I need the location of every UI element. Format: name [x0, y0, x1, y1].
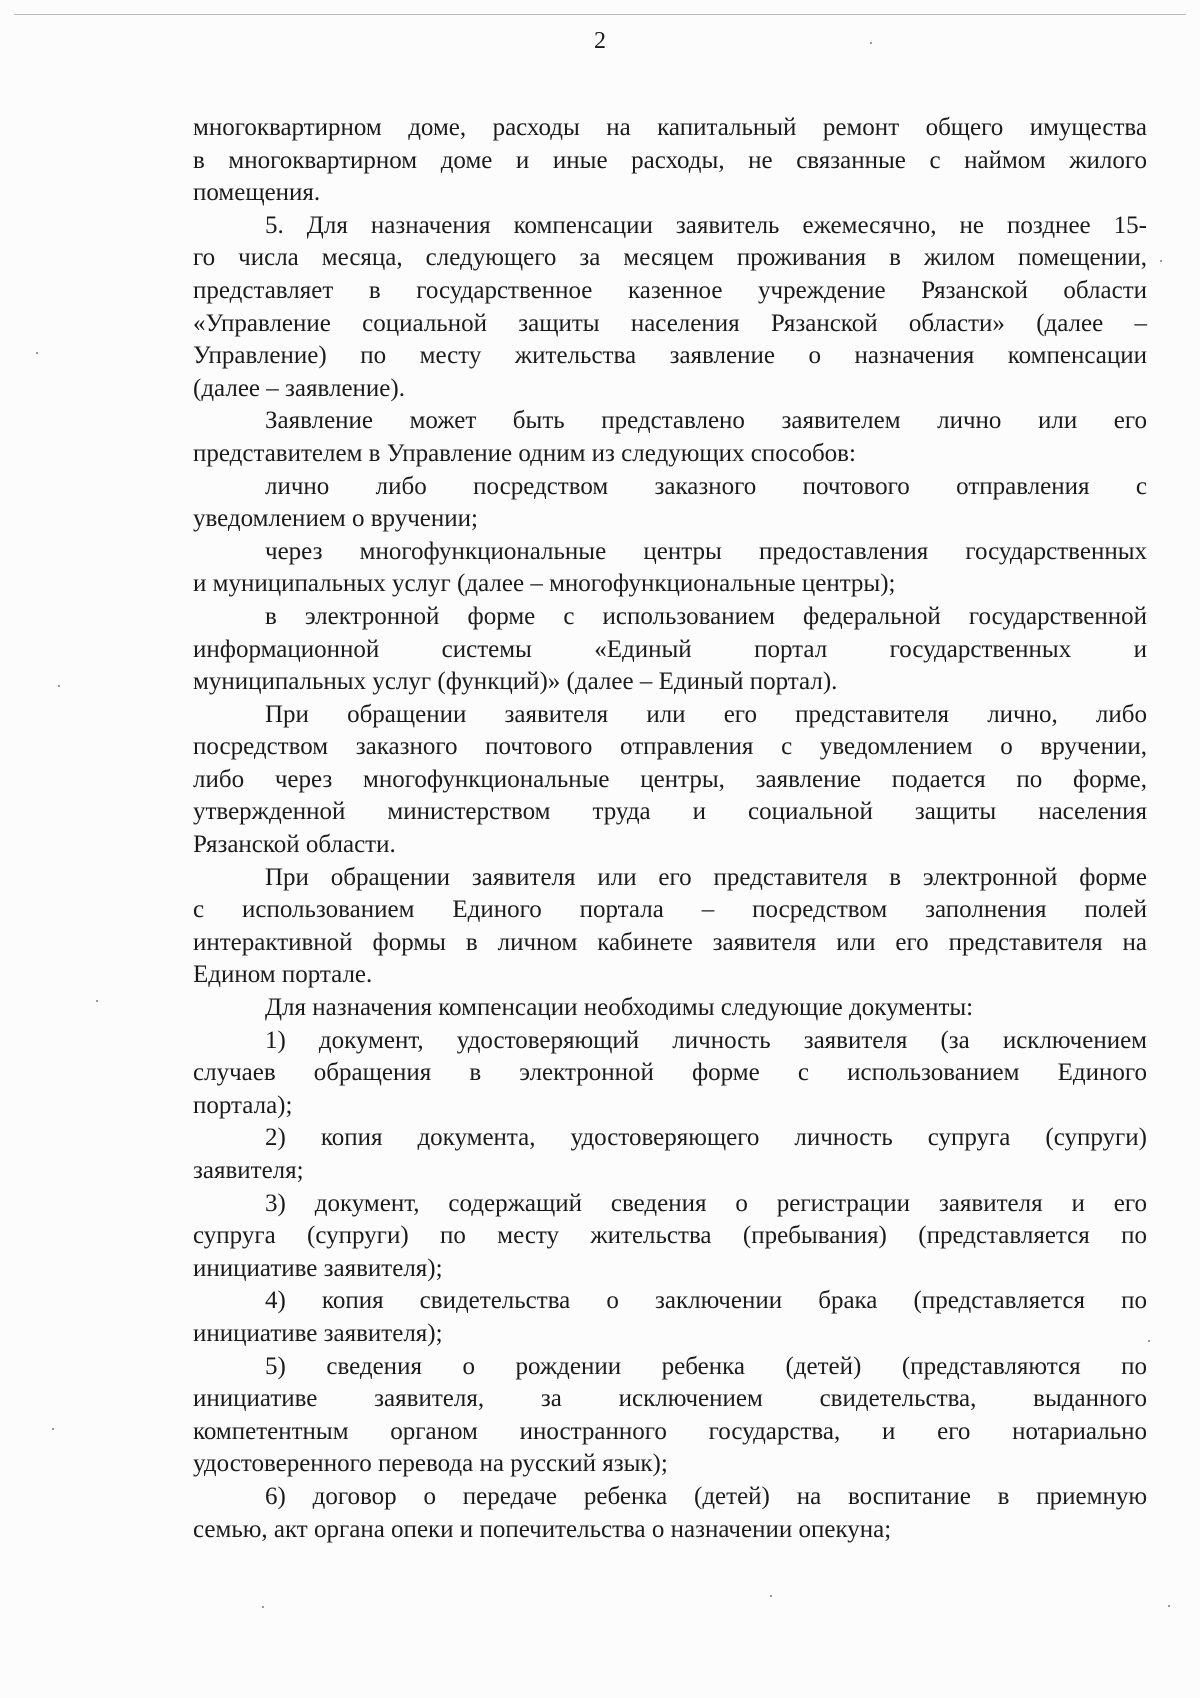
text-line: супруга (супруги) по месту жительства (пребывания) (представляется по — [193, 1222, 1147, 1250]
text-line: многоквартирном доме, расходы на капитальный ремонт общего имущества — [193, 114, 1147, 141]
text-line: лично либо посредством заказного почтового отправления с — [265, 472, 1147, 500]
scan-speck — [36, 352, 38, 354]
text-line: в многоквартирном доме и иные расходы, не связанные с наймом жилого — [193, 146, 1147, 174]
text-line: в электронной форме с использованием федеральной государственной — [265, 602, 1147, 630]
text-line: «Управление социальной защиты населения Рязанской области» (далее – — [193, 309, 1147, 337]
scan-speck — [52, 1428, 54, 1430]
scan-speck — [1160, 260, 1162, 262]
text-line: утвержденной министерством труда и социальной защиты населения — [193, 798, 1147, 826]
scan-speck — [870, 42, 872, 44]
text-line: либо через многофункциональные центры, заявление подается по форме, — [193, 765, 1147, 793]
text-line: информационной системы «Единый портал государственных и — [193, 635, 1147, 663]
text-line: муниципальных услуг (функций)» (далее – Единый портал). — [193, 668, 838, 696]
text-line: 3) документ, содержащий сведения о регистрации заявителя и его — [265, 1189, 1147, 1217]
text-line: Управление) по месту жительства заявление о назначения компенсации — [193, 342, 1147, 370]
text-line: Для назначения компенсации необходимы следующие документы: — [265, 994, 974, 1022]
text-line: через многофункциональные центры предоставления государственных — [265, 537, 1147, 565]
text-line: Едином портале. — [193, 961, 373, 989]
text-line: 4) копия свидетельства о заключении брака (представляется по — [265, 1287, 1147, 1315]
text-line: уведомлением о вручении; — [193, 505, 478, 533]
scan-speck — [58, 685, 60, 687]
text-line: и муниципальных услуг (далее – многофункциональные центры); — [193, 570, 896, 598]
text-line: 5. Для назначения компенсации заявитель ежемесячно, не позднее 15- — [265, 211, 1147, 239]
text-line: представителем в Управление одним из следующих способов: — [193, 439, 856, 467]
text-line: представляет в государственное казенное учреждение Рязанской области — [193, 276, 1147, 304]
text-line: удостоверенного перевода на русский язык); — [193, 1450, 668, 1478]
text-line: интерактивной формы в личном кабинете заявителя или его представителя на — [193, 928, 1147, 956]
text-line: заявителя; — [193, 1157, 304, 1184]
text-line: инициативе заявителя); — [193, 1254, 443, 1282]
text-line: 6) договор о передаче ребенка (детей) на воспитание в приемную — [265, 1482, 1147, 1510]
text-line: помещения. — [193, 179, 321, 207]
text-line: 2) копия документа, удостоверяющего личность супруга (супруги) — [265, 1124, 1147, 1152]
text-line: с использованием Единого портала – посредством заполнения полей — [193, 896, 1147, 924]
text-line: При обращении заявителя или его представителя лично, либо — [265, 700, 1147, 728]
scan-speck — [1168, 1605, 1170, 1607]
text-line: Заявление может быть представлено заявителем лично или его — [265, 407, 1147, 435]
scan-speck — [770, 1595, 772, 1597]
scan-top-border — [14, 14, 1186, 15]
text-line: (далее – заявление). — [193, 374, 405, 402]
scan-speck — [96, 1000, 98, 1002]
page-number: 2 — [594, 28, 606, 54]
text-line: 5) сведения о рождении ребенка (детей) (представляются по — [265, 1352, 1147, 1380]
text-line: семью, акт органа опеки и попечительства о назначении опекуна; — [193, 1515, 892, 1543]
scan-speck — [262, 1606, 264, 1608]
scan-speck — [1148, 1340, 1150, 1342]
text-line: При обращении заявителя или его представителя в электронной форме — [265, 863, 1147, 891]
text-line: инициативе заявителя); — [193, 1319, 443, 1347]
text-line: посредством заказного почтового отправления с уведомлением о вручении, — [193, 733, 1147, 761]
text-line: го числа месяца, следующего за месяцем проживания в жилом помещении, — [193, 244, 1147, 272]
text-line: инициативе заявителя, за исключением свидетельства, выданного — [193, 1385, 1147, 1413]
text-line: Рязанской области. — [193, 831, 396, 859]
text-line: 1) документ, удостоверяющий личность заявителя (за исключением — [265, 1026, 1147, 1054]
text-line: случаев обращения в электронной форме с использованием Единого — [193, 1059, 1147, 1087]
text-line: портала); — [193, 1091, 293, 1119]
text-line: компетентным органом иностранного государства, и его нотариально — [193, 1417, 1147, 1445]
document-body — [193, 112, 1147, 1546]
